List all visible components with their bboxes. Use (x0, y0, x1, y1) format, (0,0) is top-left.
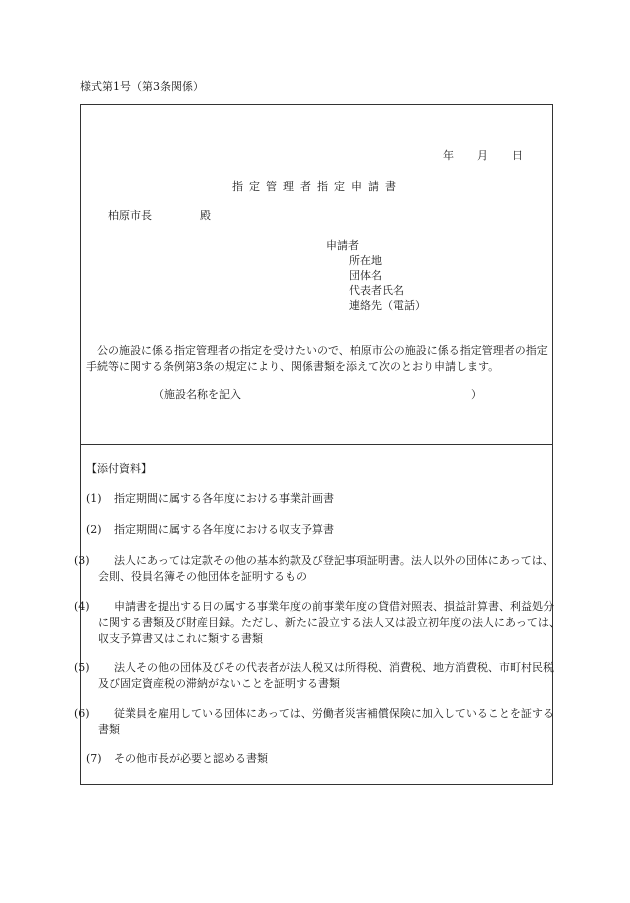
attachment-text: その他市長が必要と認める書類 (114, 752, 268, 765)
attachment-number: (6) (74, 707, 90, 720)
attachment-number: (7) (86, 752, 102, 765)
addressee-name: 柏原市長 (108, 209, 152, 222)
attachment-number: (3) (74, 554, 90, 567)
attachment-item (74, 660, 562, 692)
applicant-heading: 申請者 (326, 239, 359, 252)
date-month: 月 (477, 149, 488, 162)
attachment-text: 法人その他の団体及びその代表者が法人税又は所得税、消費税、地方消費税、市町村民税及び固定資産税の滞納がないことを証明する書類 (98, 661, 554, 690)
attachment-text: 指定期間に属する各年度における事業計画書 (114, 492, 334, 505)
applicant-representative-field: 代表者氏名 (349, 284, 404, 297)
addressee-honorific: 殿 (200, 209, 211, 222)
attachment-item (74, 599, 562, 647)
facility-name-open: （施設名称を記入 (153, 388, 241, 401)
application-body-text: 公の施設に係る指定管理者の指定を受けたいので、柏原市公の施設に係る指定管理者の指定手続等に関する条例第3条の規定により、関係書類を添えて次のとおり申請します。 (86, 344, 548, 373)
applicant-organization-field: 団体名 (349, 269, 382, 282)
attachment-number: (5) (74, 661, 90, 674)
attachment-item (74, 706, 562, 738)
attachment-text: 指定期間に属する各年度における収支予算書 (114, 523, 334, 536)
attachment-text: 従業員を雇用している団体にあっては、労働者災害補償保険に加入していることを証する書類 (98, 707, 554, 736)
attachment-item (86, 491, 550, 507)
attachments-heading: 【添付資料】 (86, 462, 152, 475)
attachment-text: 申請書を提出する日の属する事業年度の前事業年度の貸借対照表、損益計算書、利益処分に関する書類及び財産目録。ただし、新たに設立する法人又は設立初年度の法人にあっては、収支予算書又はこれに類する書類 (98, 600, 560, 645)
form-label: 様式第1号（第3条関係） (80, 80, 204, 93)
date-day: 日 (512, 149, 523, 162)
applicant-contact-field: 連絡先（電話） (349, 299, 426, 312)
attachment-text: 法人にあっては定款その他の基本約款及び登記事項証明書。法人以外の団体にあっては、会則、役員名簿その他団体を証明するもの (98, 554, 554, 583)
attachment-item (74, 553, 562, 585)
attachment-item (86, 751, 550, 767)
date-year: 年 (443, 149, 454, 162)
attachment-number: (4) (74, 600, 90, 613)
applicant-address-field: 所在地 (349, 254, 382, 267)
facility-name-close: ） (471, 388, 482, 401)
attachment-item (86, 522, 550, 538)
attachment-number: (2) (86, 523, 102, 536)
document-title: 指定管理者指定申請書 (232, 180, 402, 193)
attachment-number: (1) (86, 492, 102, 505)
